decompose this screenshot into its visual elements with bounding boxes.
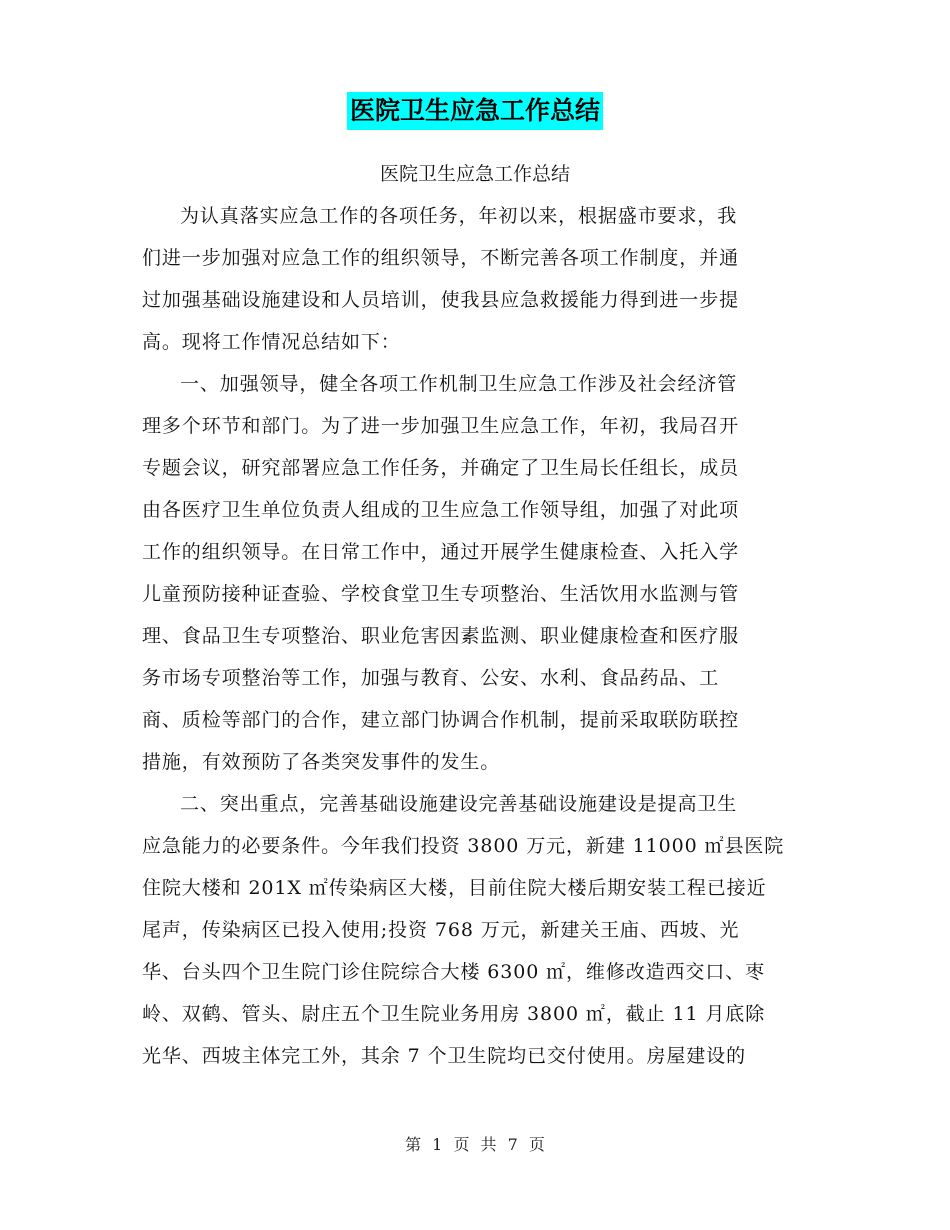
paragraph-line: 理、食品卫生专项整治、职业危害因素监测、职业健康检查和医疗服: [142, 625, 740, 647]
paragraph-line: 尾声，传染病区已投入使用;投资 768 万元，新建关王庙、西坡、光: [142, 919, 740, 941]
paragraph-line: 们进一步加强对应急工作的组织领导，不断完善各项工作制度，并通: [142, 247, 740, 269]
paragraph-line: 商、质检等部门的合作，建立部门协调合作机制，提前采取联防联控: [142, 709, 740, 731]
paragraph-line: 应急能力的必要条件。今年我们投资 3800 万元，新建 11000 ㎡县医院: [142, 835, 785, 857]
paragraph-line: 高。现将工作情况总结如下：: [142, 331, 401, 353]
paragraph-line: 务市场专项整治等工作，加强与教育、公安、水利、食品药品、工: [142, 667, 720, 689]
paragraph-line: 二、突出重点，完善基础设施建设完善基础设施建设是提高卫生: [180, 793, 738, 815]
document-title: [0, 92, 950, 130]
paragraph-line: 工作的组织领导。在日常工作中，通过开展学生健康检查、入托入学: [142, 541, 740, 563]
paragraph-line: 为认真落实应急工作的各项任务，年初以来，根据盛市要求，我: [180, 205, 738, 227]
paragraph-line: 岭、双鹤、管头、尉庄五个卫生院业务用房 3800 ㎡，截止 11 月底除: [142, 1003, 766, 1025]
page-footer: 第 1 页 共 7 页: [405, 1135, 545, 1154]
paragraph-line: 专题会议，研究部署应急工作任务，并确定了卫生局长任组长，成员: [142, 457, 740, 479]
paragraph-line: 住院大楼和 201X ㎡传染病区大楼，目前住院大楼后期安装工程已接近: [142, 877, 767, 899]
paragraph-line: 过加强基础设施建设和人员培训，使我县应急救援能力得到进一步提: [142, 289, 740, 311]
document-subtitle: 医院卫生应急工作总结: [379, 163, 570, 185]
paragraph-line: 儿童预防接种证查验、学校食堂卫生专项整治、生活饮用水监测与管: [142, 583, 740, 605]
paragraph-line: 措施，有效预防了各类突发事件的发生。: [142, 751, 501, 773]
paragraph-line: 华、台头四个卫生院门诊住院综合大楼 6300 ㎡，维修改造西交口、枣: [142, 961, 766, 983]
paragraph-line: 一、加强领导，健全各项工作机制卫生应急工作涉及社会经济管: [180, 373, 738, 395]
paragraph-line: 光华、西坡主体完工外，其余 7 个卫生院均已交付使用。房屋建设的: [142, 1045, 746, 1067]
highlighted-title: 医院卫生应急工作总结: [347, 92, 603, 130]
paragraph-line: 理多个环节和部门。为了进一步加强卫生应急工作，年初，我局召开: [142, 415, 740, 437]
paragraph-line: 由各医疗卫生单位负责人组成的卫生应急工作领导组，加强了对此项: [142, 499, 740, 521]
document-body: [142, 195, 807, 1077]
